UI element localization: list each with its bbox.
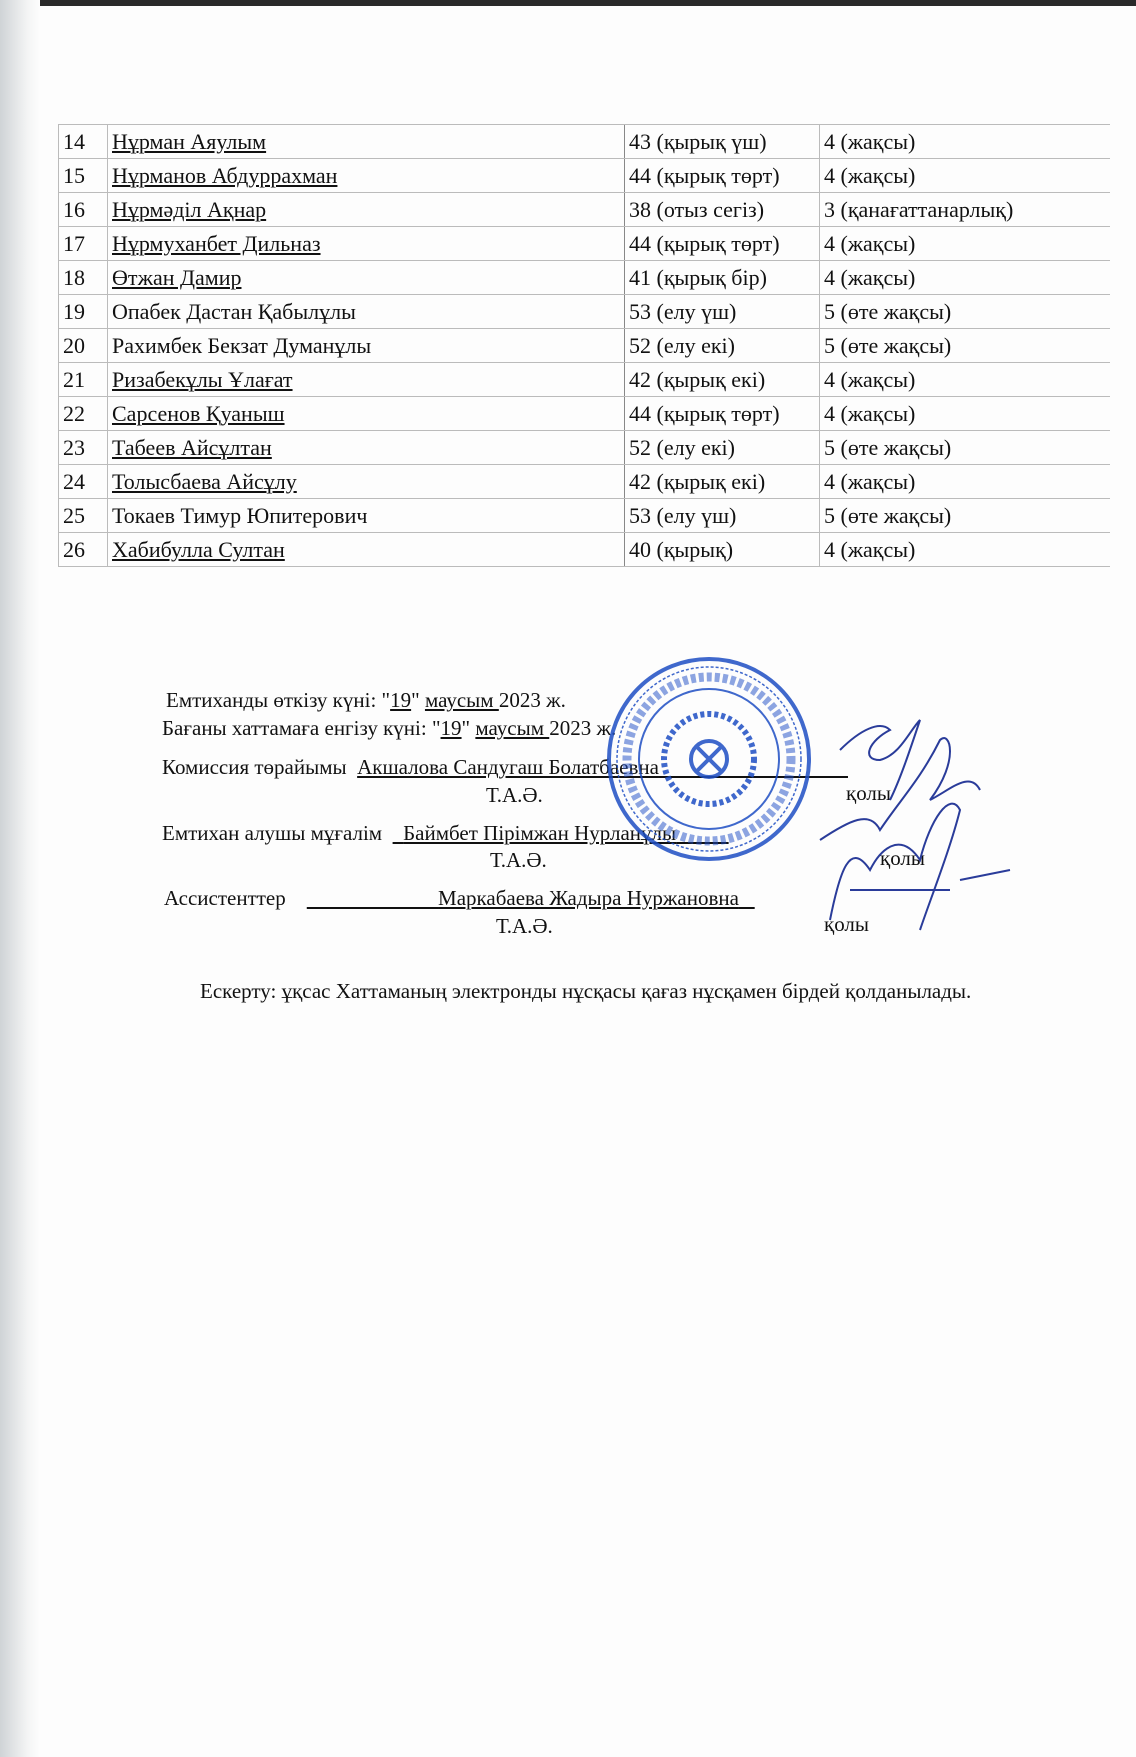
student-name: Токаев Тимур Юпитерович bbox=[112, 502, 368, 528]
chair-name: Акшалова Сандугаш Болатбаевна bbox=[357, 755, 659, 779]
table-row bbox=[59, 465, 1111, 499]
chair-fio-caption: Т.А.Ә. bbox=[486, 783, 543, 807]
assistant-signature-caption: қолы bbox=[824, 912, 870, 936]
chair-line: Комиссия төрайымы Акшалова Сандугаш Болатбаевна bbox=[162, 755, 659, 779]
student-name-cell bbox=[108, 227, 625, 261]
table-row bbox=[59, 159, 1111, 193]
student-name: Өтжан Дамир bbox=[112, 264, 242, 290]
photo-top-edge bbox=[0, 0, 1136, 6]
score-cell: 53 (елу үш) bbox=[625, 295, 820, 329]
table-row bbox=[59, 227, 1111, 261]
grade-cell: 5 (өте жақсы) bbox=[820, 329, 1111, 363]
teacher-fio-caption: Т.А.Ә. bbox=[490, 848, 547, 872]
grade-cell: 5 (өте жақсы) bbox=[820, 499, 1111, 533]
student-name: Нұрман Аяулым bbox=[112, 128, 267, 154]
score-cell: 52 (елу екі) bbox=[625, 329, 820, 363]
grade-cell: 4 (жақсы) bbox=[820, 363, 1111, 397]
student-name: Опабек Дастан Қабылұлы bbox=[112, 298, 356, 324]
table-row bbox=[59, 533, 1111, 567]
grade-cell: 3 (қанағаттанарлық) bbox=[820, 193, 1111, 227]
official-stamp-icon bbox=[606, 656, 812, 862]
score-cell: 44 (қырық төрт) bbox=[625, 159, 820, 193]
teacher-line: Емтихан алушы мұғалім Баймбет Пірімжан Нурланұлы bbox=[162, 821, 677, 845]
exam-date-line: Емтиханды өткізу күні: "19" маусым 2023 ж. bbox=[166, 688, 566, 712]
student-name: Табеев Айсұлтан bbox=[112, 434, 272, 460]
assistants-line: Ассистенттер Маркабаева Жадыра Нуржановна bbox=[164, 886, 739, 910]
table-row bbox=[59, 397, 1111, 431]
student-name: Нұрманов Абдуррахман bbox=[112, 162, 338, 188]
student-name-cell bbox=[108, 363, 625, 397]
signatures-icon bbox=[810, 700, 1070, 940]
assistant-name: Маркабаева Жадыра Нуржановна bbox=[438, 886, 739, 910]
table-row bbox=[59, 261, 1111, 295]
student-name: Ризабекұлы Ұлағат bbox=[112, 366, 293, 392]
student-name-cell bbox=[108, 193, 625, 227]
score-cell: 42 (қырық екі) bbox=[625, 363, 820, 397]
row-number: 19 bbox=[59, 295, 108, 329]
student-name-cell bbox=[108, 499, 625, 533]
score-cell: 40 (қырық) bbox=[625, 533, 820, 567]
row-number: 26 bbox=[59, 533, 108, 567]
row-number: 21 bbox=[59, 363, 108, 397]
grade-cell: 4 (жақсы) bbox=[820, 533, 1111, 567]
results-table bbox=[58, 124, 1110, 567]
grade-cell: 4 (жақсы) bbox=[820, 227, 1111, 261]
score-cell: 43 (қырық үш) bbox=[625, 125, 820, 159]
student-name-cell bbox=[108, 159, 625, 193]
student-name-cell bbox=[108, 329, 625, 363]
student-name: Рахимбек Бекзат Думанұлы bbox=[112, 332, 372, 358]
row-number: 23 bbox=[59, 431, 108, 465]
grade-date-line: Бағаны хаттамаға енгізу күні: "19" маусым 2023 ж. bbox=[162, 716, 617, 740]
row-number: 22 bbox=[59, 397, 108, 431]
score-cell: 44 (қырық төрт) bbox=[625, 397, 820, 431]
student-name: Нұрмәділ Ақнар bbox=[112, 196, 267, 222]
student-name-cell bbox=[108, 533, 625, 567]
table-row bbox=[59, 295, 1111, 329]
score-cell: 41 (қырық бір) bbox=[625, 261, 820, 295]
table-row bbox=[59, 329, 1111, 363]
grade-cell: 5 (өте жақсы) bbox=[820, 295, 1111, 329]
chair-signature-caption: қолы bbox=[846, 781, 892, 805]
grade-cell: 4 (жақсы) bbox=[820, 125, 1111, 159]
row-number: 25 bbox=[59, 499, 108, 533]
student-name-cell bbox=[108, 397, 625, 431]
row-number: 16 bbox=[59, 193, 108, 227]
score-cell: 42 (қырық екі) bbox=[625, 465, 820, 499]
grade-cell: 4 (жақсы) bbox=[820, 397, 1111, 431]
student-name-cell bbox=[108, 465, 625, 499]
grade-cell: 4 (жақсы) bbox=[820, 261, 1111, 295]
teacher-signature-caption: қолы bbox=[880, 846, 926, 870]
student-name-cell bbox=[108, 261, 625, 295]
student-name-cell bbox=[108, 431, 625, 465]
teacher-name: Баймбет Пірімжан Нурланұлы bbox=[403, 821, 677, 845]
student-name-cell bbox=[108, 125, 625, 159]
table-row bbox=[59, 125, 1111, 159]
student-name-cell bbox=[108, 295, 625, 329]
score-cell: 44 (қырық төрт) bbox=[625, 227, 820, 261]
table-row bbox=[59, 431, 1111, 465]
grade-cell: 4 (жақсы) bbox=[820, 159, 1111, 193]
row-number: 18 bbox=[59, 261, 108, 295]
table-row bbox=[59, 363, 1111, 397]
row-number: 24 bbox=[59, 465, 108, 499]
student-name: Нұрмуханбет Дильназ bbox=[112, 230, 321, 256]
grade-cell: 5 (өте жақсы) bbox=[820, 431, 1111, 465]
row-number: 15 bbox=[59, 159, 108, 193]
score-cell: 38 (отыз сегіз) bbox=[625, 193, 820, 227]
student-name: Толысбаева Айсұлу bbox=[112, 468, 297, 494]
grade-cell: 4 (жақсы) bbox=[820, 465, 1111, 499]
row-number: 14 bbox=[59, 125, 108, 159]
note: Ескерту: ұқсас Хаттаманың электронды нұсқасы қағаз нұсқамен бірдей қолданылады. bbox=[200, 979, 972, 1003]
row-number: 17 bbox=[59, 227, 108, 261]
score-cell: 52 (елу екі) bbox=[625, 431, 820, 465]
student-name: Сарсенов Қуаныш bbox=[112, 400, 285, 426]
row-number: 20 bbox=[59, 329, 108, 363]
table-row bbox=[59, 193, 1111, 227]
assistant-fio-caption: Т.А.Ә. bbox=[496, 914, 553, 938]
score-cell: 53 (елу үш) bbox=[625, 499, 820, 533]
table-row bbox=[59, 499, 1111, 533]
student-name: Хабибулла Султан bbox=[112, 536, 285, 562]
page-shadow-edge bbox=[0, 0, 40, 1757]
